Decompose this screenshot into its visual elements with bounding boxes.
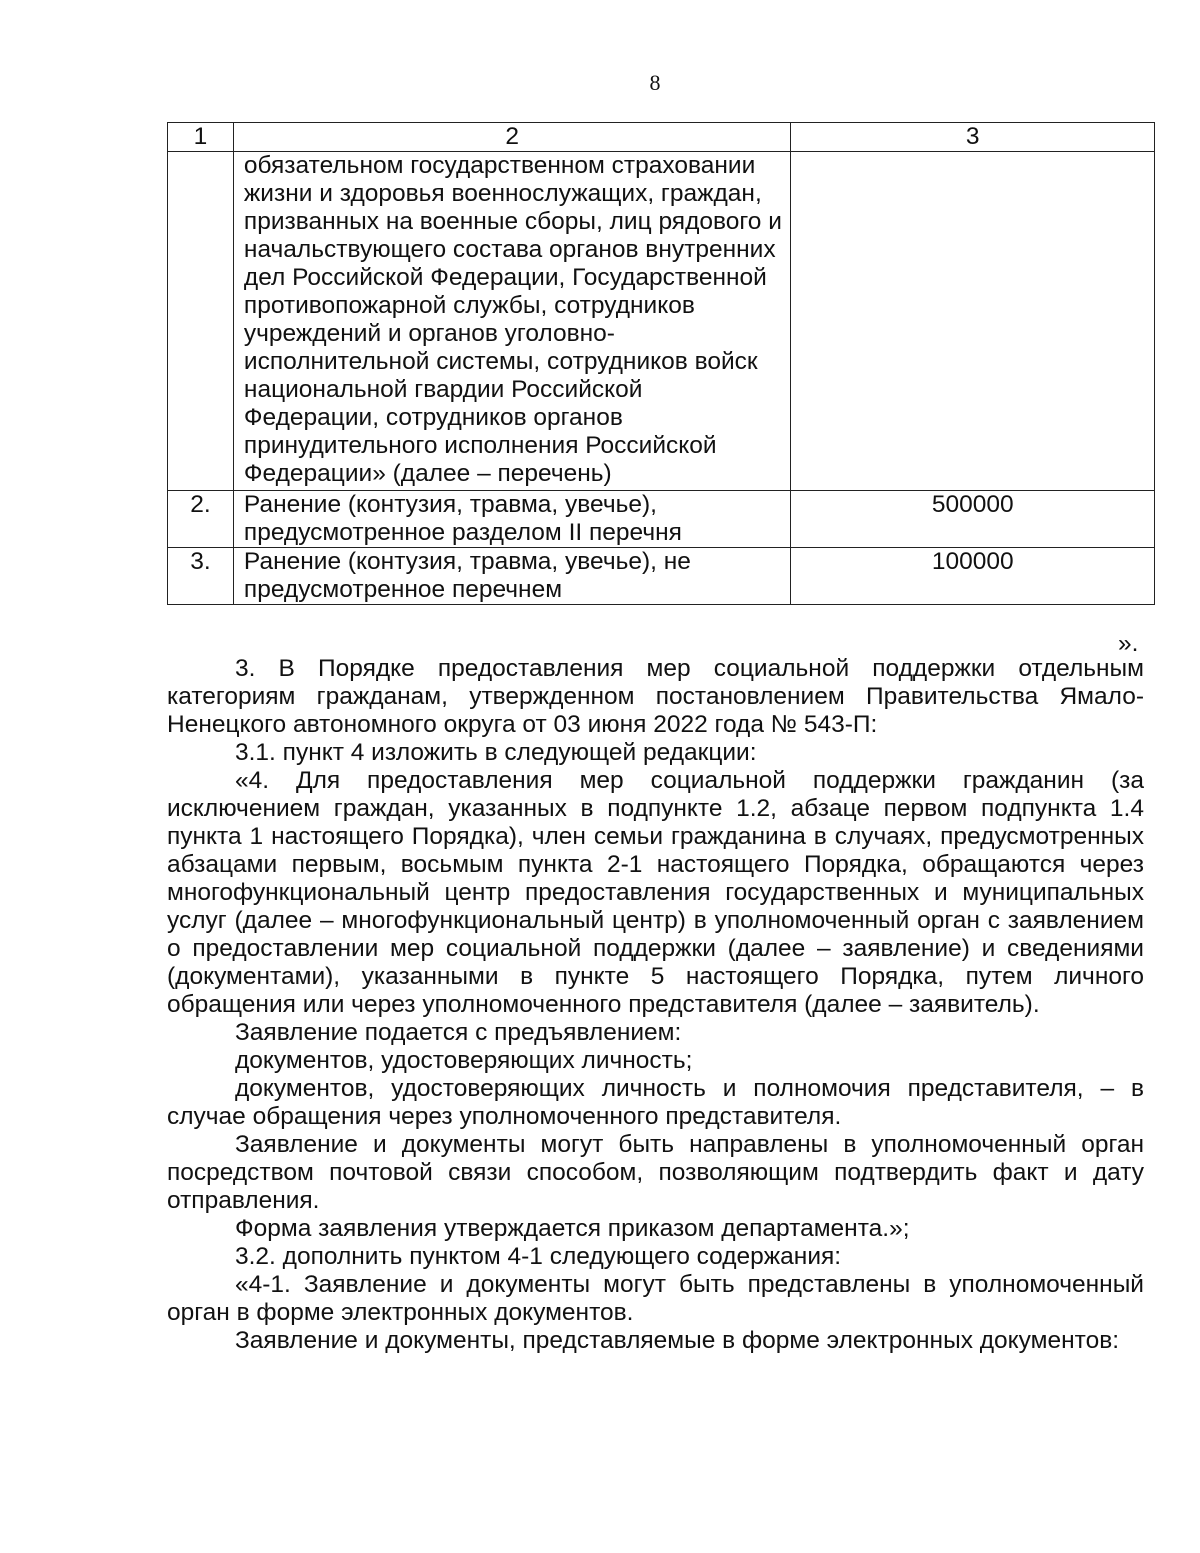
table-header-cell: 2 (233, 123, 790, 152)
row-description: Ранение (контузия, травма, увечье), предусмотренное разделом II перечня (233, 491, 790, 548)
table-closing-quote: ». (1118, 630, 1139, 657)
paragraph: Заявление подается с предъявлением: (235, 1019, 682, 1046)
paragraph: документов, удостоверяющих личность и полномочия представителя, – в случае обращения через уполномоченного представителя. (167, 1075, 1144, 1130)
paragraph: Форма заявления утверждается приказом департамента.»; (235, 1215, 910, 1242)
row-number: 3. (168, 548, 234, 605)
row-amount: 500000 (791, 491, 1155, 548)
paragraph: 3.1. пункт 4 изложить в следующей редакции: (235, 739, 757, 766)
table-row (168, 152, 1155, 491)
table-row (168, 548, 1155, 605)
row-number (168, 152, 234, 491)
paragraph: Заявление и документы могут быть направлены в уполномоченный орган посредством почтовой связи способом, позволяющим подтвердить факт и дату отправления. (167, 1131, 1144, 1214)
paragraph: 3.2. дополнить пунктом 4-1 следующего содержания: (235, 1243, 842, 1270)
row-amount: 100000 (791, 548, 1155, 605)
table-header-row (168, 123, 1155, 152)
row-description: Ранение (контузия, травма, увечье), не предусмотренное перечнем (233, 548, 790, 605)
paragraph: Заявление и документы, представляемые в форме электронных документов: (235, 1327, 1120, 1354)
document-body (167, 655, 1144, 1355)
benefits-table (167, 122, 1155, 605)
table-header-cell: 1 (168, 123, 234, 152)
paragraph: «4-1. Заявление и документы могут быть представлены в уполномоченный орган в форме электронных документов. (167, 1271, 1144, 1326)
paragraph: документов, удостоверяющих личность; (235, 1047, 693, 1074)
row-number: 2. (168, 491, 234, 548)
paragraph: 3. В Порядке предоставления мер социальной поддержки отдельным категориям гражданам, утвержденном постановлением Правительства Ямало-Ненецкого автономного округа от 03 июня 2022 года № 543-П: (167, 655, 1144, 738)
row-description: обязательном государственном страховании жизни и здоровья военнослужащих, граждан, призванных на военные сборы, лиц рядового и начальствующего состава органов внутренних дел Российской Федерации, Государственной противопожарной службы, сотрудников учреждений и органов уголовно-исполнительной системы, сотрудников войск национальной гвардии Российской Федерации, сотрудников органов принудительного исполнения Российской Федерации» (далее – перечень) (233, 152, 790, 491)
row-amount (791, 152, 1155, 491)
paragraph: «4. Для предоставления мер социальной поддержки гражданин (за исключением граждан, указанных в подпункте 1.2, абзаце первом подпункта 1.4 пункта 1 настоящего Порядка), член семьи гражданина в случаях, предусмотренных абзацами первым, восьмым пункта 2-1 настоящего Порядка, обращаются через многофункциональный центр предоставления государственных и муниципальных услуг (далее – многофункциональный центр) в уполномоченный орган с заявлением о предоставлении мер социальной поддержки (далее – заявление) и сведениями (документами), указанными в пункте 5 настоящего Порядка, путем личного обращения или через уполномоченного представителя (далее – заявитель). (167, 767, 1144, 1018)
table-row (168, 491, 1155, 548)
table-header-cell: 3 (791, 123, 1155, 152)
page-number: 8 (649, 70, 661, 95)
